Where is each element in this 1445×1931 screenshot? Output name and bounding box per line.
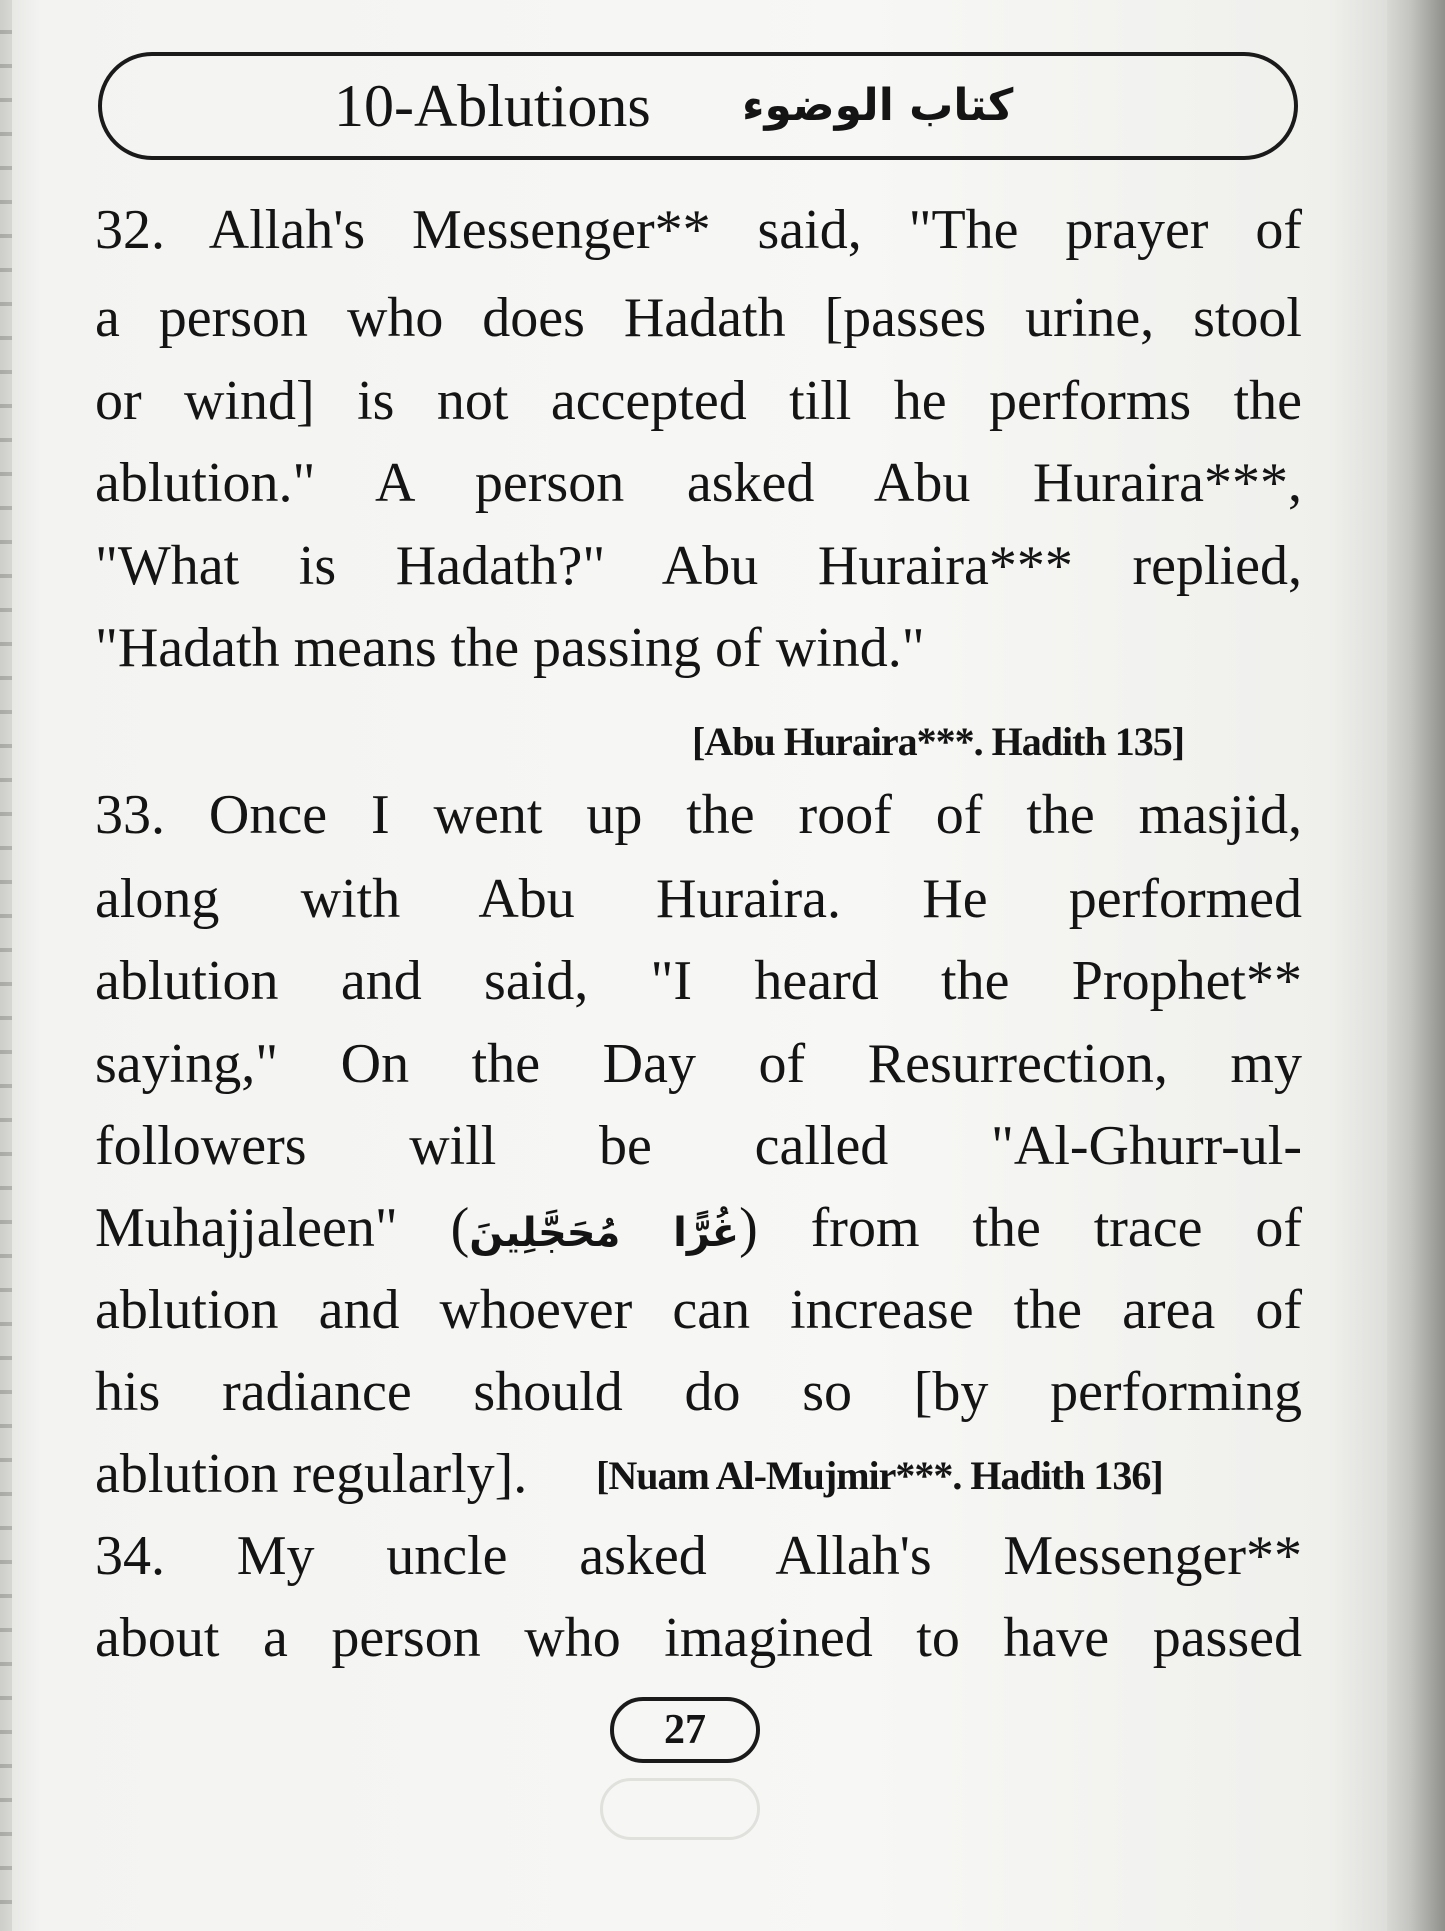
hadith-33-line-4: saying," On the Day of Resurrection, my: [95, 1033, 1302, 1095]
arabic-line-start: Muhajjaleen" (: [95, 1197, 470, 1259]
hadith-33-line-8: his radiance should do so [by performing: [95, 1361, 1302, 1423]
chapter-title: 10-Ablutions: [334, 73, 651, 139]
hadith-34-line-1: 34. My uncle asked Allah's Messenger**: [95, 1525, 1302, 1587]
arabic-line-end: ) from the trace of: [739, 1197, 1303, 1259]
hadith-33-line-5: followers will be called "Al-Ghurr-ul-: [95, 1115, 1302, 1177]
hadith-32-line-6: "Hadath means the passing of wind.": [95, 617, 925, 679]
hadith-33-line-2: along with Abu Huraira. He performed: [95, 868, 1302, 930]
show-through-page-number-outline: [600, 1778, 760, 1840]
hadith-33-line-9: ablution regularly].: [95, 1443, 528, 1505]
hadith-33-line-6: [95, 1193, 1302, 1268]
hadith-32-line-1: 32. Allah's Messenger** said, "The prayer of: [95, 199, 1302, 261]
page-number: 27: [610, 1697, 760, 1763]
hadith-33-line-3: ablution and said, "I heard the Prophet**: [95, 950, 1302, 1012]
chapter-title-arabic: كتاب الوضوء: [742, 80, 1014, 131]
hadith-33-reference: [Nuam Al-Mujmir***. Hadith 136]: [596, 1453, 1163, 1498]
hadith-33-line-7: ablution and whoever can increase the area of: [95, 1279, 1302, 1341]
hadith-32-line-5: "What is Hadath?" Abu Huraira*** replied,: [95, 535, 1302, 597]
hadith-32-line-2: a person who does Hadath [passes urine, stool: [95, 287, 1302, 349]
hadith-34-line-2: about a person who imagined to have passed: [95, 1607, 1302, 1669]
hadith-32-line-4: ablution." A person asked Abu Huraira***,: [95, 452, 1302, 514]
arabic-phrase: غُرًّا مُحَجَّلِينَ: [469, 1210, 740, 1256]
hadith-32-line-3: or wind] is not accepted till he performs the: [95, 370, 1302, 432]
page-stack-edge: [1387, 0, 1445, 1931]
chapter-header: [98, 52, 1298, 160]
hadith-32-reference: [Abu Huraira***. Hadith 135]: [692, 719, 1185, 764]
hadith-33-line-1: 33. Once I went up the roof of the masjid,: [95, 784, 1302, 846]
facing-page-edge: [0, 0, 12, 1931]
